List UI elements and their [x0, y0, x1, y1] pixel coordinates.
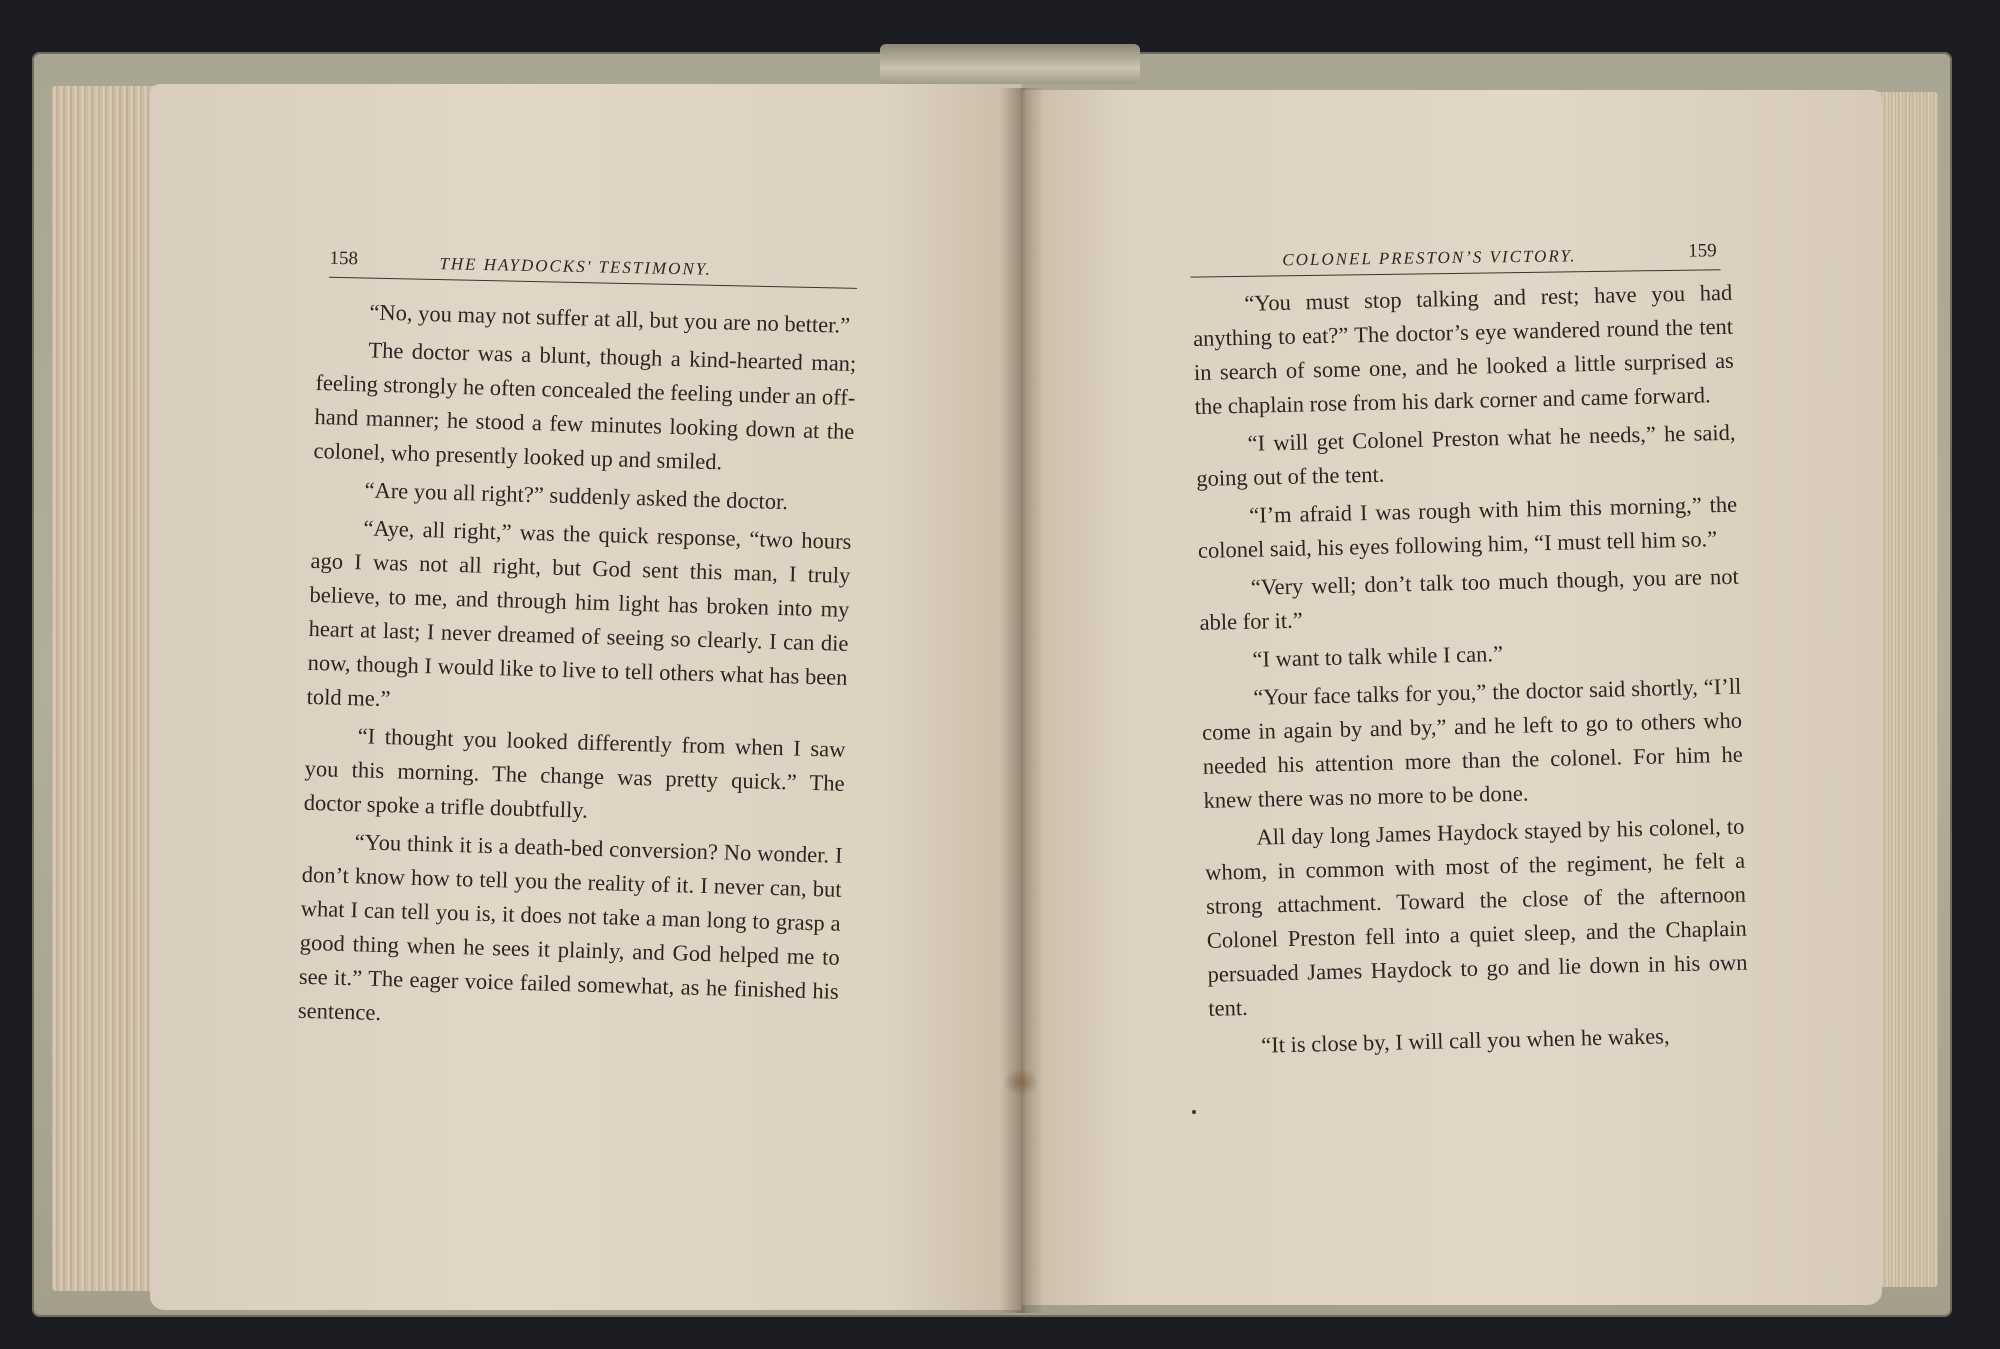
running-title: THE HAYDOCKS' TESTIMONY. [439, 254, 713, 279]
paragraph: “I thought you looked differently from when I saw you this morning. The change was pretty quick.” The doctor spoke a trifle doubtfully. [303, 723, 846, 823]
left-page-body [297, 294, 857, 1047]
book-gutter [1000, 88, 1044, 1313]
paragraph: All day long James Haydock stayed by his colonel, to whom, in common with most of the regiment, he felt a strong attachment. Toward the close of the afternoon Colonel Preston fell into a quiet sleep, and the Chaplain persuaded James Haydock to go and lie down in his own tent. [1204, 813, 1748, 1021]
paragraph: “It is close by, I will call you when he wakes, [1260, 1023, 1670, 1058]
header-rule [329, 277, 857, 289]
paragraph: “Are you all right?” suddenly asked the doctor. [364, 477, 789, 515]
right-page-body [1192, 276, 1750, 1068]
paragraph: The doctor was a blunt, though a kind-hearted man; feeling strongly he often concealed the feeling under an off-hand manner; he stood a few minutes looking down at the colonel, who presently looked up and smiled. [313, 337, 857, 475]
right-page [1020, 90, 1882, 1305]
gutter-stain [1003, 1068, 1039, 1096]
paragraph: “I want to talk while I can.” [1252, 641, 1504, 672]
paragraph: “I’m afraid I was rough with him this morning,” the colonel said, his eyes following him, “I must tell him so.” [1197, 491, 1738, 563]
paragraph: “You must stop talking and rest; have you had anything to eat?” The doctor’s eye wandered round the tent in search of some one, and he looked a little surprised as the chaplain rose from his dark corner and came forward. [1192, 279, 1735, 419]
page-number: 159 [1688, 240, 1717, 262]
paragraph: “You think it is a death-bed conversion? No wonder. I don’t know how to tell you the reality of it. I never can, but what I can tell you is, it does not take a man long to grasp a good thing when he sees it plainly, and God helped me to see it.” The eager voice failed somewhat, as he finished his sentence. [297, 829, 843, 1026]
paragraph: “Very well; don’t talk too much though, you are not able for it.” [1199, 563, 1739, 635]
book-spine [880, 44, 1140, 84]
right-page-header [1020, 228, 1882, 280]
ink-speck [1192, 1110, 1196, 1114]
paragraph: “Aye, all right,” was the quick response, “two hours ago I was not all right, but God sent this man, I truly believe, to me, and through him light has broken into my heart at last; I never dreamed of seeing so clearly. I can die now, though I would like to live to tell others what has been told me.” [306, 515, 852, 712]
left-page-header [149, 234, 1022, 292]
paragraph: “Your face talks for you,” the doctor said shortly, “I’ll come in again by and by,” and he left to go to others who needed his attention more than the colonel. For him he knew there was no more to be done. [1201, 673, 1744, 813]
left-page [150, 84, 1022, 1310]
page-edges-left [52, 86, 162, 1291]
page-number: 158 [329, 247, 359, 270]
running-title: COLONEL PRESTON’S VICTORY. [1282, 246, 1577, 270]
header-rule [1191, 269, 1721, 277]
paragraph: “No, you may not suffer at all, but you are no better.” [369, 299, 851, 338]
paragraph: “I will get Colonel Preston what he needs,” he said, going out of the tent. [1196, 419, 1736, 491]
